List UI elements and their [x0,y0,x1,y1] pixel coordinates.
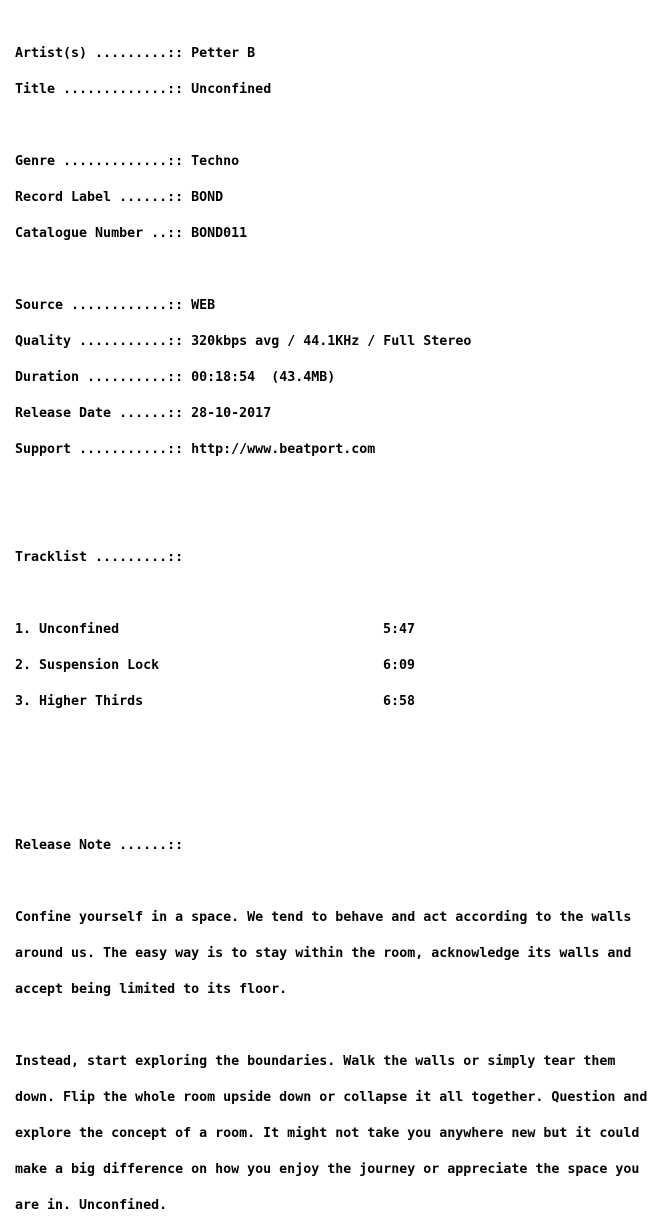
track-row [15,624,647,636]
spacer [15,1020,647,1032]
release-note-line: are in. Unconfined. [15,1198,168,1213]
support-label: Support ...........:: [15,442,184,457]
catalogue-number-line [15,228,647,240]
record-label-label: Record Label ......:: [15,190,184,205]
title-label: Title .............:: [15,82,184,97]
spacer [15,876,647,888]
title-value: Unconfined [191,82,272,97]
track-time: 5:47 [383,622,416,637]
track-time: 6:58 [383,694,416,709]
source-label: Source ............:: [15,298,184,313]
release-note-line: explore the concept of a room. It might not take you anywhere new but it could [15,1126,640,1141]
quality-value: 320kbps avg / 44.1KHz / Full Stereo [191,334,472,349]
release-note-line: Instead, start exploring the boundaries. Walk the walls or simply tear them [15,1054,616,1069]
spacer [15,804,647,816]
release-note-line: Confine yourself in a space. We tend to behave and act according to the walls [15,910,632,925]
quality-label: Quality ...........:: [15,334,184,349]
track-time: 6:09 [383,658,416,673]
release-note-heading: Release Note ......:: [15,838,184,853]
source-value: WEB [191,298,216,313]
artist-value: Petter B [191,46,256,61]
spacer [15,732,647,744]
spacer [15,588,647,600]
spacer [15,768,647,780]
support-value: http://www.beatport.com [191,442,376,457]
release-note-line: around us. The easy way is to stay within the room, acknowledge its walls and [15,946,632,961]
tracklist-heading: Tracklist .........:: [15,550,184,565]
duration-line [15,372,647,384]
release-note-line: accept being limited to its floor. [15,982,288,997]
duration-label: Duration ..........:: [15,370,184,385]
spacer [15,480,647,492]
track-name: 2. Suspension Lock [15,658,160,673]
genre-line [15,156,647,168]
release-date-label: Release Date ......:: [15,406,184,421]
track-name: 1. Unconfined [15,622,120,637]
spacer [15,120,647,132]
track-row [15,660,647,672]
support-line [15,444,647,456]
catalogue-number-value: BOND011 [191,226,248,241]
release-note-line: down. Flip the whole room upside down or collapse it all together. Question and [15,1090,648,1105]
genre-label: Genre .............:: [15,154,184,169]
record-label-line [15,192,647,204]
track-row [15,696,647,708]
track-name: 3. Higher Thirds [15,694,144,709]
artist-label: Artist(s) .........:: [15,46,184,61]
release-date-value: 28-10-2017 [191,406,272,421]
spacer [15,516,647,528]
release-note-line: make a big difference on how you enjoy the journey or appreciate the space you [15,1162,640,1177]
title-line [15,84,647,96]
record-label-value: BOND [191,190,224,205]
nfo-document [15,24,647,1224]
artist-line [15,48,647,60]
quality-line [15,336,647,348]
genre-value: Techno [191,154,240,169]
release-date-line [15,408,647,420]
source-line [15,300,647,312]
spacer [15,264,647,276]
duration-value: 00:18:54 (43.4MB) [191,370,336,385]
catalogue-number-label: Catalogue Number ..:: [15,226,184,241]
